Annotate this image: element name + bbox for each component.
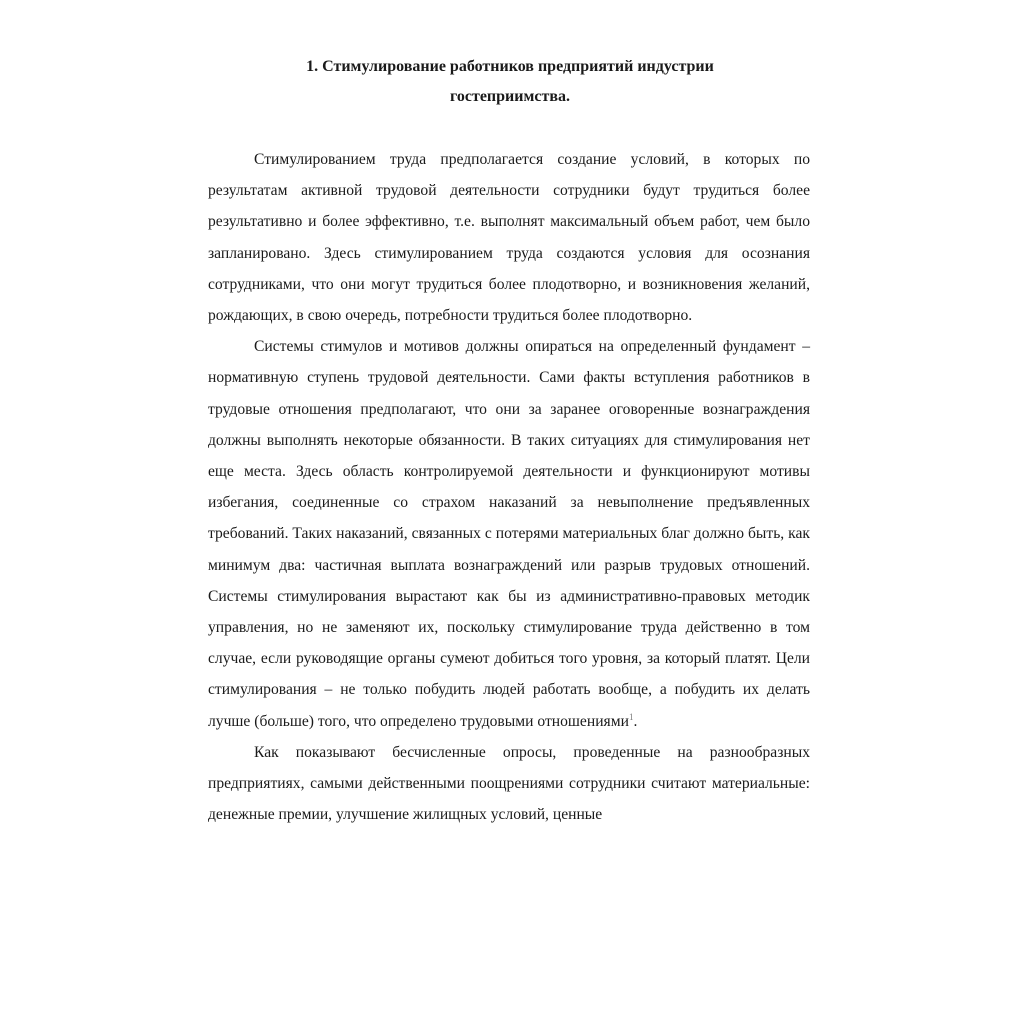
section-title <box>200 52 820 112</box>
footnote-reference[interactable]: 1 <box>628 711 634 722</box>
paragraph-2 <box>208 331 810 737</box>
section-title-line-2: гостеприимства. <box>450 88 570 105</box>
paragraph-2-text: Системы стимулов и мотивов должны опираться на определенный фундамент – нормативную ступень трудовой деятельности. Сами факты вступления работников в трудовые отношения предполагают, что они за заранее оговоренные вознаграждения должны выполнять некоторые обязанности. В таких ситуациях для стимулирования нет еще места. Здесь область контролируемой деятельности и функционируют мотивы избегания, соединенные со страхом наказаний за невыполнение предъявленных требований. Таких наказаний, связанных с потерями материальных благ должно быть, как минимум два: частичная выплата вознаграждений или разрыв трудовых отношений. Системы стимулирования вырастают как бы из административно-правовых методик управления, но не заменяют их, поскольку стимулирование труда действенно в том случае, если руководящие органы сумеют добиться того уровня, за который платят. Цели стимулирования – не только побудить людей работать вообще, а побудить их делать лучше (больше) того, что определено трудовыми отношениями <box>208 338 810 730</box>
paragraph-2-end: . <box>633 712 638 730</box>
document-body <box>208 144 810 830</box>
section-title-line-1: 1. Стимулирование работников предприятий индустрии <box>306 58 714 75</box>
paragraph-3: Как показывают бесчисленные опросы, проведенные на разнообразных предприятиях, самыми действенными поощрениями сотрудники считают материальные: денежные премии, улучшение жилищных условий, ценные <box>208 743 810 824</box>
paragraph-1: Стимулированием труда предполагается создание условий, в которых по результатам активной трудовой деятельности сотрудники будут трудиться более результативно и более эффективно, т.е. выполнят максимальный объем работ, чем было запланировано. Здесь стимулированием труда создаются условия для осознания сотрудниками, что они могут трудиться более плодотворно, и возникновения желаний, рождающих, в свою очередь, потребности трудиться более плодотворно. <box>208 151 810 325</box>
